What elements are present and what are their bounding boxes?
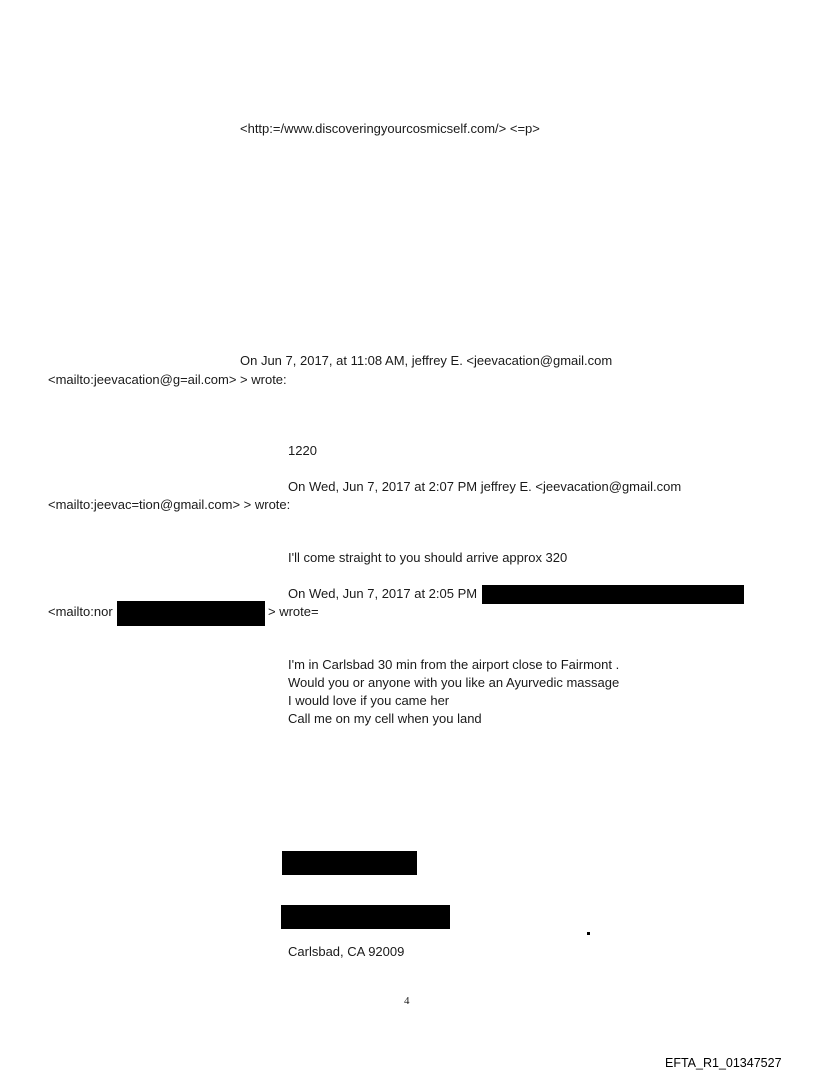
message-3-line: Would you or anyone with you like an Ayurvedic massage <box>288 675 620 690</box>
email1-header: On Jun 7, 2017, at 11:08 AM, jeffrey E. <jeevacation@gmail.com <box>240 353 613 368</box>
message-2: I'll come straight to you should arrive approx 320 <box>288 550 568 565</box>
document-id-footer: EFTA_R1_01347527 <box>665 1056 782 1070</box>
message-3 <box>288 656 619 728</box>
signature-city: Carlsbad, CA 92009 <box>288 944 405 959</box>
stray-dot <box>587 932 590 935</box>
email3-mailto-suffix: > wrote= <box>268 604 319 619</box>
redaction-mailto <box>117 601 265 626</box>
email2-header: On Wed, Jun 7, 2017 at 2:07 PM jeffrey E. <jeevacation@gmail.com <box>288 479 682 494</box>
redaction-sender <box>482 585 744 604</box>
email3-header: On Wed, Jun 7, 2017 at 2:05 PM <box>288 586 478 601</box>
email1-mailto: <mailto:jeevacation@g=ail.com> > wrote: <box>48 372 287 387</box>
email2-mailto: <mailto:jeevac=tion@gmail.com> > wrote: <box>48 497 291 512</box>
page-number: 4 <box>404 995 410 1007</box>
message-1: 1220 <box>288 443 317 458</box>
message-3-line: I'm in Carlsbad 30 min from the airport close to Fairmont . <box>288 657 620 672</box>
url-line: <http:=/www.discoveringyourcosmicself.com/> <=p> <box>240 121 540 136</box>
email3-mailto-prefix: <mailto:nor <box>48 604 113 619</box>
message-3-line: Call me on my cell when you land <box>288 711 482 726</box>
redaction-signature-address <box>281 905 450 929</box>
redaction-signature-name <box>282 851 417 875</box>
message-3-line: I would love if you came her <box>288 693 450 708</box>
